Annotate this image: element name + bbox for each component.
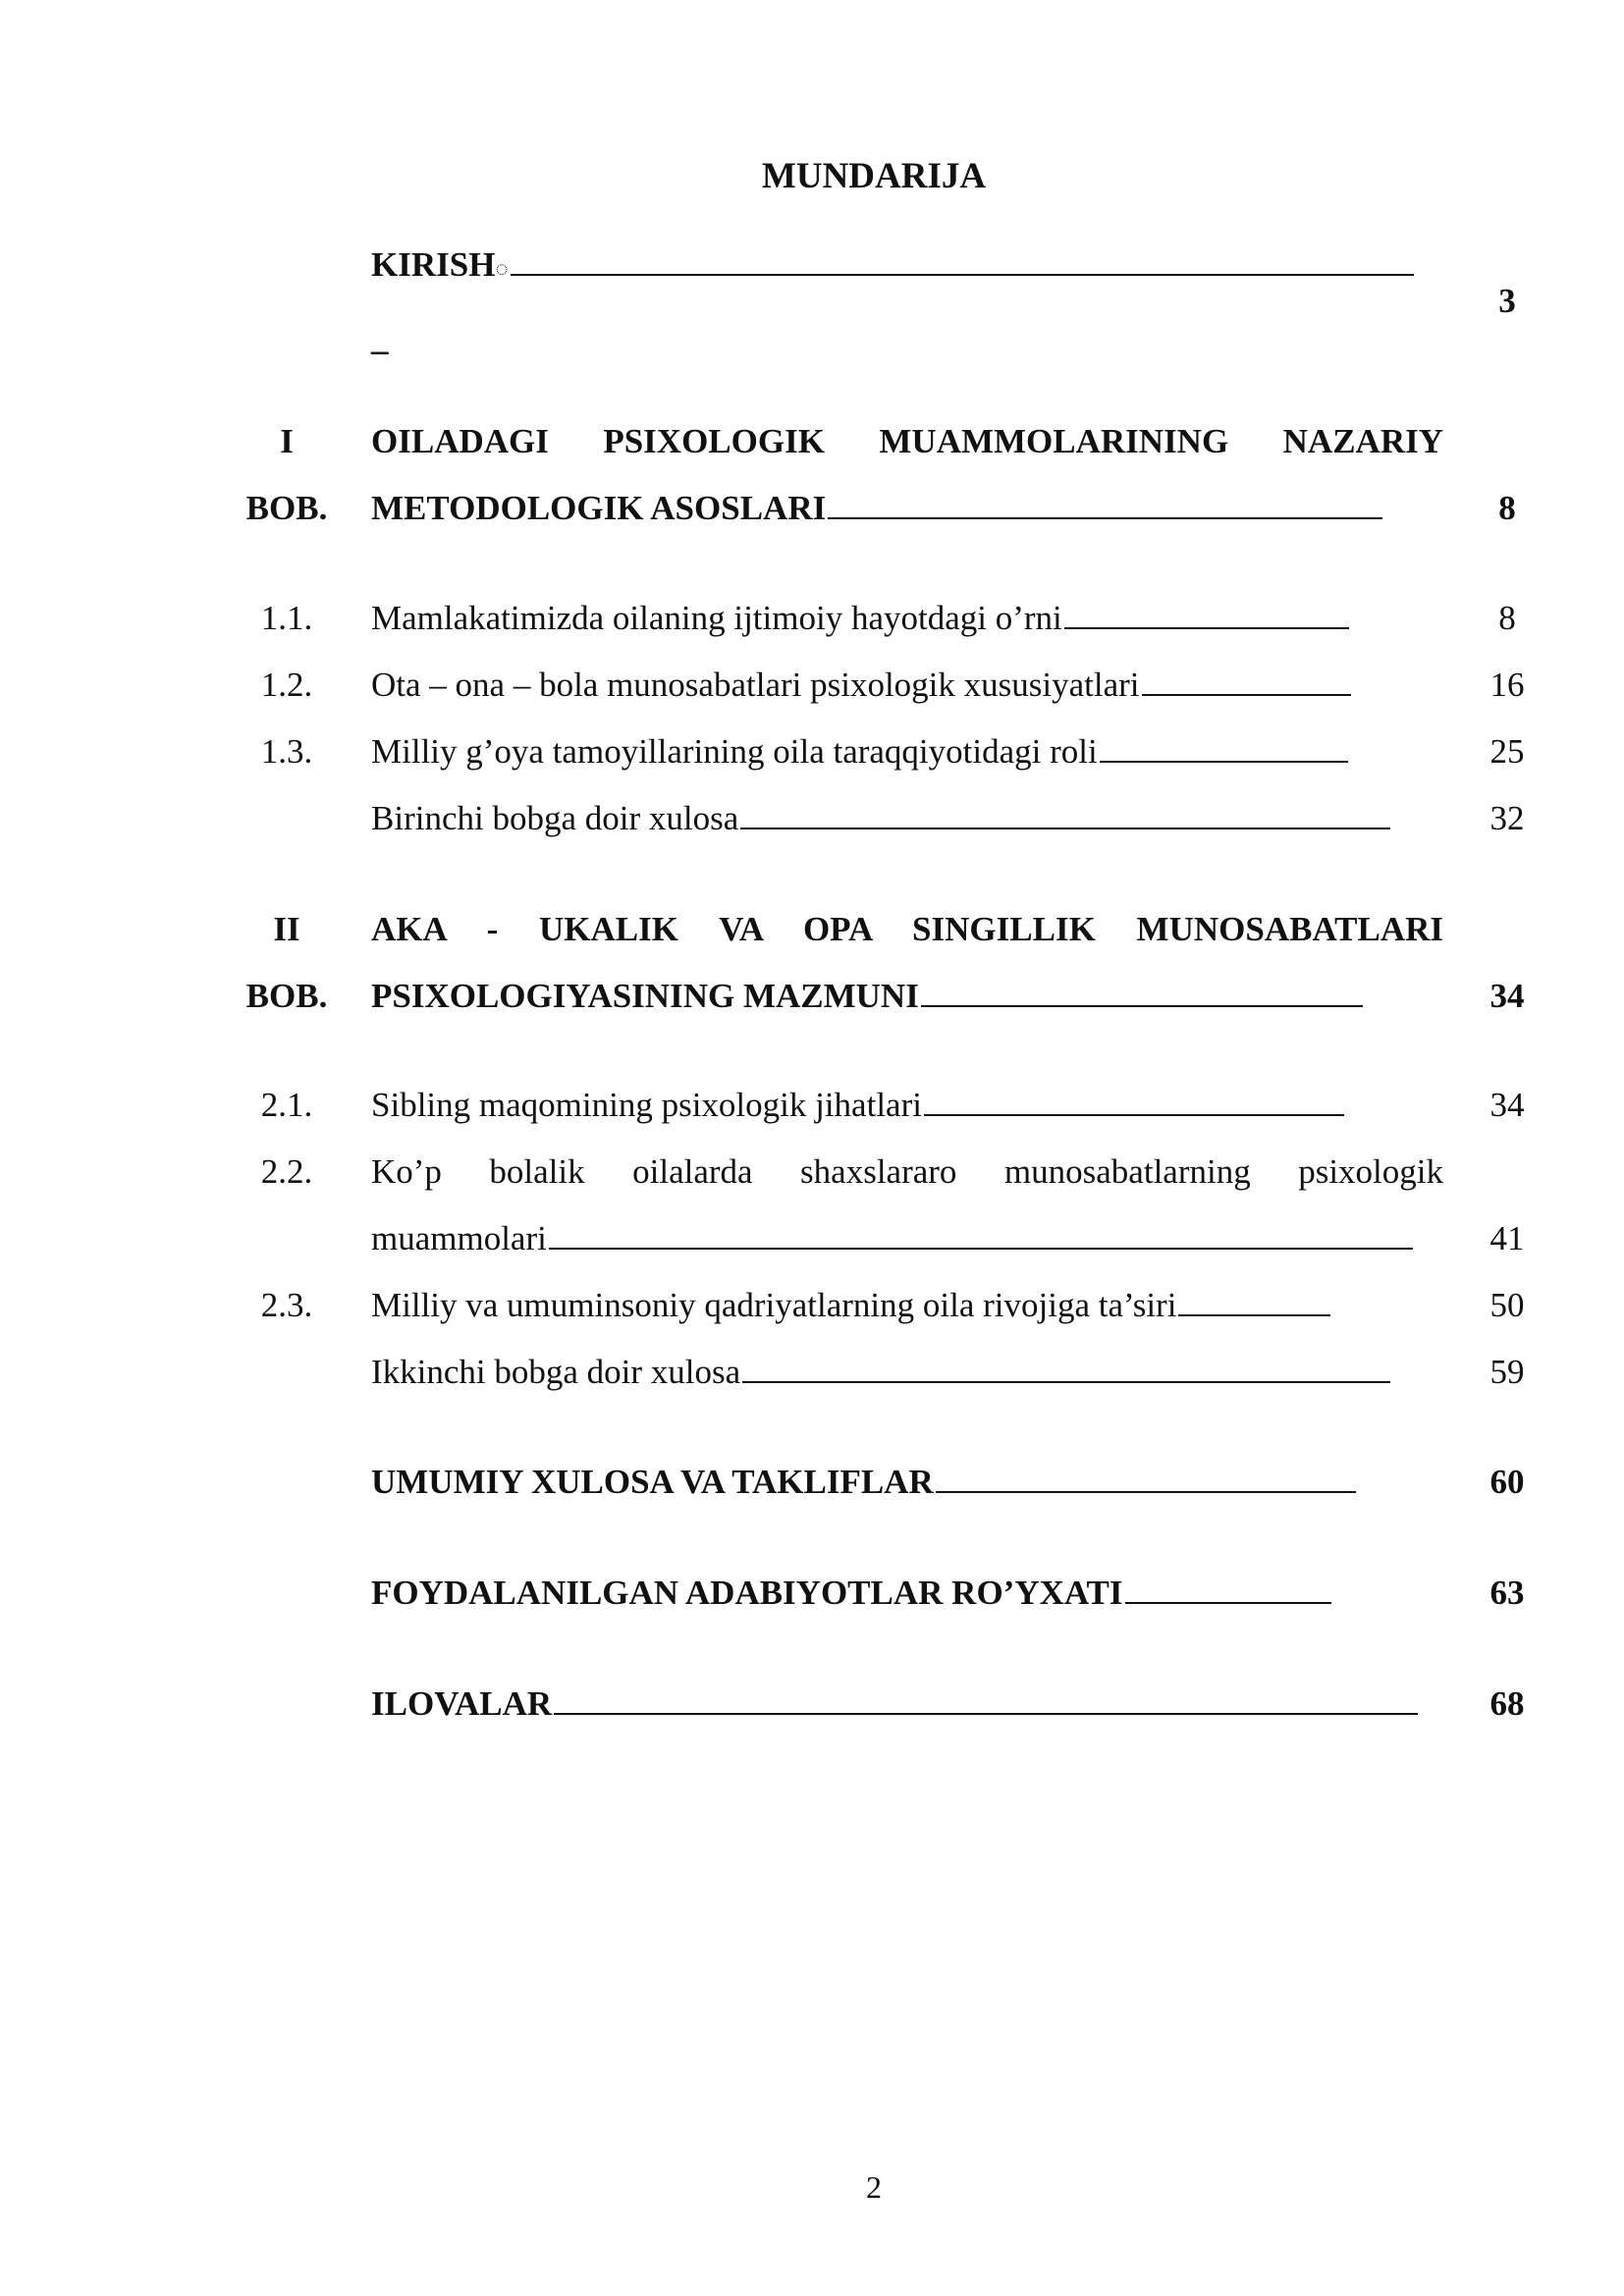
- chapter-title-line2[interactable]: [371, 489, 1382, 528]
- toc-entry-text: muammolari: [371, 1219, 547, 1257]
- section-number: 1.3.: [260, 732, 313, 771]
- toc-page-number: 34: [1489, 1086, 1525, 1124]
- circle-mark-icon: ◌: [495, 256, 509, 281]
- section-number: 2.3.: [260, 1286, 313, 1324]
- toc-entry-conclusion[interactable]: [371, 1463, 1356, 1502]
- chapter-title-line2[interactable]: [371, 977, 1363, 1016]
- leader-line: [1178, 1314, 1330, 1316]
- toc-entry-text: Ikkinchi bobga doir xulosa: [371, 1353, 741, 1391]
- leader-line: [924, 1114, 1344, 1116]
- toc-entry-text: Sibling maqomining psixologik jihatlari: [371, 1086, 922, 1124]
- leader-line: [554, 1713, 1418, 1715]
- toc-page-number: 8: [1498, 489, 1516, 527]
- toc-entry-text: ILOVALAR: [371, 1684, 553, 1723]
- section-number: 2.2.: [260, 1152, 313, 1191]
- toc-entry-text: Ota – ona – bola munosabatlari psixologik xususiyatlari: [371, 666, 1140, 704]
- chapter-label: BOB.: [245, 977, 328, 1015]
- toc-entry[interactable]: [371, 799, 1390, 838]
- toc-entry[interactable]: [371, 599, 1349, 638]
- page-number-footer: 2: [866, 2169, 882, 2205]
- section-number: 1.1.: [260, 599, 313, 637]
- toc-page-number: 59: [1489, 1353, 1525, 1391]
- document-title: MUNDARIJA: [761, 156, 987, 196]
- chapter-number: I: [280, 422, 294, 460]
- toc-entry[interactable]: Ko’p bolalik oilalarda shaxslararo munosabatlarning psixologik: [371, 1152, 1443, 1191]
- toc-page-number: 3: [1498, 282, 1516, 320]
- chapter-title-line1[interactable]: AKA - UKALIK VA OPA SINGILLIK MUNOSABATLARI: [371, 910, 1443, 948]
- toc-entry-dash: _: [371, 319, 389, 357]
- toc-entry-text: UMUMIY XULOSA VA TAKLIFLAR: [371, 1463, 934, 1501]
- toc-page-number: 41: [1489, 1219, 1525, 1257]
- toc-page-number: 8: [1498, 599, 1516, 637]
- chapter-title-text: METODOLOGIK ASOSLARI: [371, 489, 827, 527]
- toc-entry[interactable]: [371, 1086, 1344, 1125]
- toc-entry-continued[interactable]: [371, 1219, 1413, 1258]
- toc-page-number: 16: [1489, 666, 1525, 704]
- leader-line: [511, 274, 1414, 276]
- toc-entry[interactable]: [371, 1286, 1330, 1325]
- toc-entry-text: FOYDALANILGAN ADABIYOTLAR RO’YXATI: [371, 1574, 1123, 1612]
- toc-entry-text: Mamlakatimizda oilaning ijtimoiy hayotdagi o’rni: [371, 599, 1062, 637]
- toc-page-number: 60: [1489, 1463, 1525, 1501]
- chapter-number: II: [273, 910, 300, 948]
- leader-line: [1142, 694, 1351, 696]
- toc-entry[interactable]: [371, 732, 1348, 772]
- toc-page-number: 25: [1489, 732, 1525, 771]
- leader-line: [1100, 761, 1348, 763]
- toc-page-number: 68: [1489, 1684, 1525, 1723]
- toc-entry-appendices[interactable]: [371, 1684, 1418, 1724]
- leader-line: [740, 828, 1390, 829]
- toc-entry-text: Birinchi bobga doir xulosa: [371, 799, 739, 837]
- chapter-title-line1[interactable]: OILADAGI PSIXOLOGIK MUAMMOLARINING NAZARIY: [371, 422, 1443, 460]
- toc-entry-text: Milliy va umuminsoniy qadriyatlarning oila rivojiga ta’siri: [371, 1286, 1177, 1324]
- toc-entry[interactable]: [371, 1353, 1390, 1392]
- section-number: 2.1.: [260, 1086, 313, 1124]
- toc-page-number: 63: [1489, 1574, 1525, 1612]
- toc-entry-bibliography[interactable]: [371, 1574, 1331, 1613]
- toc-entry-text: Milliy g’oya tamoyillarining oila taraqqiyotidagi roli: [371, 732, 1098, 771]
- leader-line: [921, 1005, 1363, 1007]
- chapter-label: BOB.: [245, 489, 328, 527]
- chapter-title-text: PSIXOLOGIYASINING MAZMUNI: [371, 977, 919, 1015]
- toc-entry-label: KIRISH: [371, 245, 496, 284]
- toc-entry-intro[interactable]: [371, 245, 1414, 285]
- toc-page-number: 50: [1489, 1286, 1525, 1324]
- leader-line: [1064, 627, 1349, 629]
- toc-page-number: 32: [1489, 799, 1525, 837]
- toc-page-number: 34: [1489, 977, 1525, 1015]
- toc-entry[interactable]: [371, 666, 1351, 705]
- section-number: 1.2.: [260, 666, 313, 704]
- leader-line: [742, 1381, 1390, 1383]
- leader-line: [828, 517, 1382, 519]
- leader-line: [549, 1248, 1413, 1250]
- leader-line: [936, 1491, 1356, 1493]
- leader-line: [1125, 1602, 1331, 1604]
